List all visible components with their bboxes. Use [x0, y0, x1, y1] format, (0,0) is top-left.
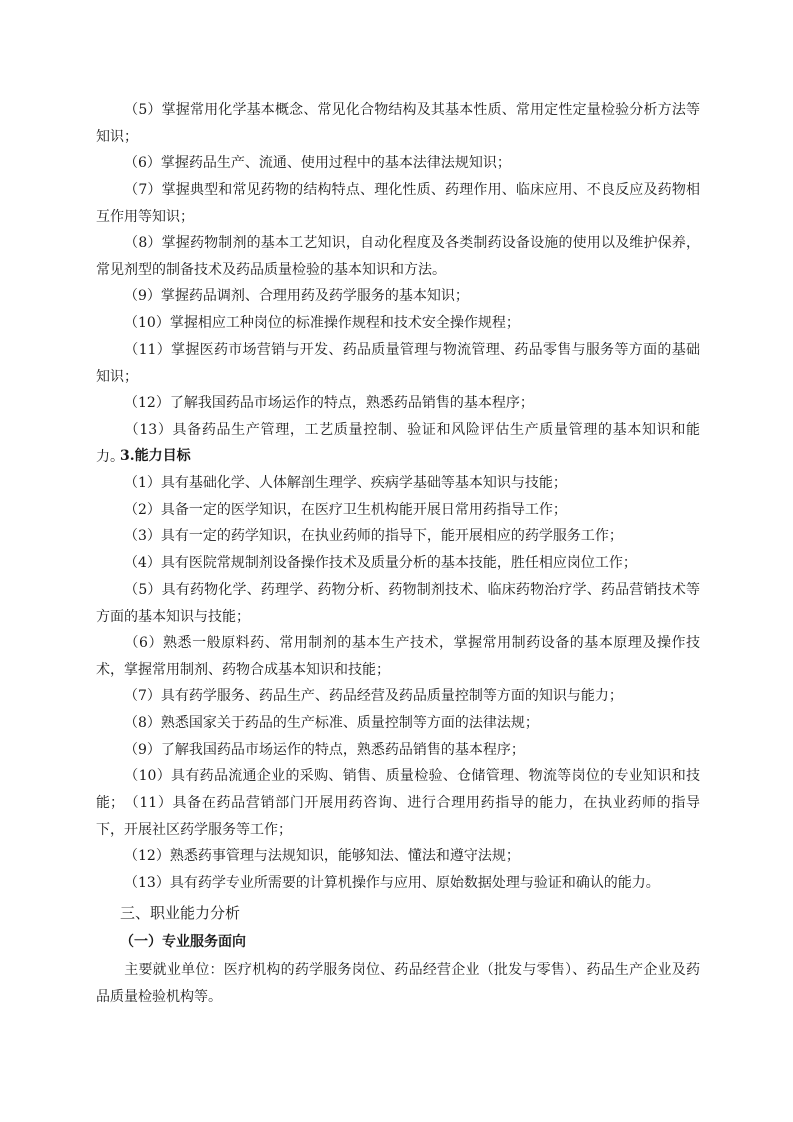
knowledge-item-10: （10）掌握相应工种岗位的标准操作规程和技术安全操作规程； — [124, 315, 520, 331]
ability-item-9: （9）了解我国药品市场运作的特点，熟悉药品销售的基本程序； — [124, 742, 525, 758]
knowledge-item-9: （9）掌握药品调剂、合理用药及药学服务的基本知识； — [124, 288, 469, 304]
knowledge-item-5: （5）掌握常用化学基本概念、常见化合物结构及其基本性质、常用定性定量检验分析方法等知识； — [96, 102, 700, 145]
ability-item-7: （7）具有药学服务、药品生产、药品经营及药品质量控制等方面的知识与能力； — [124, 688, 623, 704]
ability-item-1: （1）具有基础化学、人体解剖生理学、疾病学基础等基本知识与技能； — [124, 475, 567, 491]
ability-item-11: （11）具备在药品营销部门开展用药咨询、进行合理用药指导的能力，在执业药师的指导下，开展社区药学服务等工作； — [96, 795, 700, 838]
ability-item-13: （13）具有药学专业所需要的计算机操作与应用、原始数据处理与验证和确认的能力。 — [124, 875, 660, 891]
employment-paragraph: 主要就业单位：医疗机构的药学服务岗位、药品经营企业（批发与零售）、药品生产企业及药品质量检验机构等。 — [96, 962, 700, 1005]
ability-item-10: （10）具有药品流通企业的采购、销售、质量检验、仓储管理、物流等岗位的专业知识和技能； — [96, 768, 700, 811]
knowledge-item-11: （11）掌握医药市场营销与开发、药品质量管理与物流管理、药品零售与服务等方面的基础知识； — [96, 342, 700, 385]
ability-heading: 3.能力目标 — [120, 448, 191, 464]
knowledge-item-6: （6）掌握药品生产、流通、使用过程中的基本法律法规知识； — [124, 155, 511, 171]
ability-item-5: （5）具有药物化学、药理学、药物分析、药物制剂技术、临床药物治疗学、药品营销技术等方面的基本知识与技能； — [96, 582, 700, 625]
ability-item-12: （12）熟悉药事管理与法规知识，能够知法、懂法和遵守法规； — [124, 848, 520, 864]
subsection-1-heading: （一）专业服务面向 — [120, 934, 246, 950]
ability-item-6: （6）熟悉一般原料药、常用制剂的基本生产技术，掌握常用制药设备的基本原理及操作技术，掌握常用制剂、药物合成基本知识和技能； — [96, 635, 700, 678]
knowledge-item-13: （13）具备药品生产管理，工艺质量控制、验证和风险评估生产质量管理的基本知识和能力。 — [96, 422, 700, 465]
ability-item-2: （2）具备一定的医学知识，在医疗卫生机构能开展日常用药指导工作； — [124, 502, 567, 518]
knowledge-item-7: （7）掌握典型和常见药物的结构特点、理化性质、药理作用、临床应用、不良反应及药物相互作用等知识； — [96, 182, 700, 225]
ability-item-8: （8）熟悉国家关于药品的生产标准、质量控制等方面的法律法规； — [124, 715, 539, 731]
knowledge-item-12: （12）了解我国药品市场运作的特点，熟悉药品销售的基本程序； — [124, 395, 534, 411]
ability-item-4: （4）具有医院常规制剂设备操作技术及质量分析的基本技能，胜任相应岗位工作； — [124, 555, 637, 571]
ability-item-3: （3）具有一定的药学知识，在执业药师的指导下，能开展相应的药学服务工作； — [124, 528, 623, 544]
knowledge-item-8: （8）掌握药物制剂的基本工艺知识，自动化程度及各类制药设备设施的使用以及维护保养，常见剂型的制备技术及药品质量检验的基本知识和方法。 — [96, 235, 700, 278]
section-3-heading: 三、职业能力分析 — [120, 904, 241, 922]
